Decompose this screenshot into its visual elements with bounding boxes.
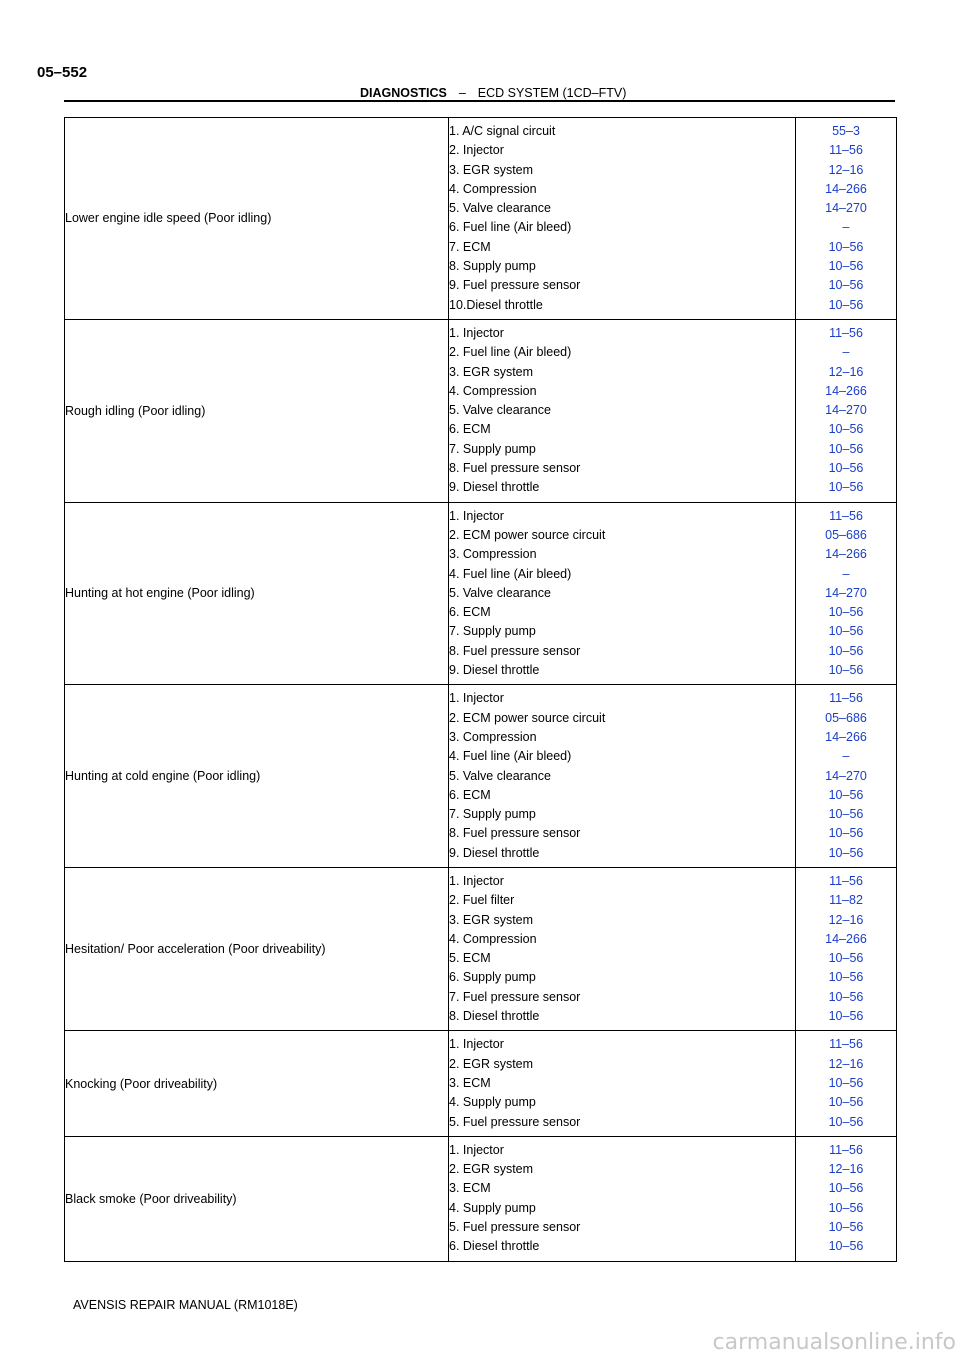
page-ref-link[interactable]: 11–56 bbox=[829, 508, 863, 523]
page-ref-link[interactable]: 11–56 bbox=[829, 143, 863, 158]
suspect-area-item: 2. ECM power source circuit bbox=[449, 710, 606, 725]
page-ref-link[interactable]: 10–56 bbox=[828, 1239, 864, 1254]
page-ref-link[interactable]: 12–16 bbox=[828, 364, 864, 379]
page-ref-link[interactable]: 14–266 bbox=[825, 729, 867, 744]
suspect-area-item: 8. Supply pump bbox=[449, 259, 536, 274]
suspect-area-item: 5. ECM bbox=[449, 951, 491, 966]
table-row bbox=[65, 867, 897, 1030]
page-ref-cell bbox=[796, 867, 897, 1030]
suspect-area-item: 4. Compression bbox=[449, 383, 537, 398]
suspect-area-item: 5. Fuel pressure sensor bbox=[449, 1114, 581, 1129]
table-row bbox=[65, 118, 897, 320]
suspect-area-item: 6. Diesel throttle bbox=[449, 1239, 540, 1254]
symptom-table bbox=[64, 117, 897, 1262]
suspect-area-item: 1. Injector bbox=[449, 691, 504, 706]
page-ref-cell bbox=[796, 502, 897, 685]
page-ref-link[interactable]: 11–56 bbox=[829, 1037, 863, 1052]
table-row bbox=[65, 1031, 897, 1136]
suspect-area-item: 5. Valve clearance bbox=[449, 585, 551, 600]
page-ref-link: – bbox=[842, 566, 850, 581]
suspect-area-item: 3. EGR system bbox=[449, 912, 534, 927]
suspect-area-item: 9. Fuel pressure sensor bbox=[449, 278, 581, 293]
suspect-area-item: 1. Injector bbox=[449, 873, 504, 888]
suspect-area-item: 3. EGR system bbox=[449, 162, 534, 177]
page-ref-link: – bbox=[842, 220, 850, 235]
header-rule bbox=[64, 100, 895, 102]
suspect-area-item: 6. Supply pump bbox=[449, 970, 536, 985]
suspect-area-item: 3. Compression bbox=[449, 547, 537, 562]
page-ref-link[interactable]: 05–686 bbox=[825, 710, 867, 725]
page-ref-cell bbox=[796, 1136, 897, 1261]
page-ref-link[interactable]: 14–270 bbox=[825, 403, 867, 418]
suspect-area-item: 8. Fuel pressure sensor bbox=[449, 461, 581, 476]
suspect-area-cell bbox=[449, 867, 796, 1030]
page-ref-link[interactable]: 10–56 bbox=[828, 1114, 864, 1129]
page-ref-link[interactable]: 10–56 bbox=[828, 1075, 864, 1090]
suspect-area-cell bbox=[449, 118, 796, 320]
page-ref-link[interactable]: 11–56 bbox=[829, 691, 863, 706]
page-ref-link[interactable]: 10–56 bbox=[828, 1200, 864, 1215]
suspect-area-item: 7. Supply pump bbox=[449, 807, 536, 822]
page-ref-cell bbox=[796, 118, 897, 320]
suspect-area-item: 6. ECM bbox=[449, 787, 491, 802]
page-ref-link[interactable]: 10–56 bbox=[828, 259, 864, 274]
page-ref-link[interactable]: 14–266 bbox=[825, 383, 867, 398]
suspect-area-item: 5. Fuel pressure sensor bbox=[449, 1220, 581, 1235]
suspect-area-item: 10.Diesel throttle bbox=[449, 297, 543, 312]
suspect-area-item: 1. Injector bbox=[449, 508, 504, 523]
page-ref-link[interactable]: 10–56 bbox=[828, 970, 864, 985]
suspect-area-cell bbox=[449, 1136, 796, 1261]
page-ref-link[interactable]: 11–82 bbox=[829, 893, 863, 908]
suspect-area-item: 7. Fuel pressure sensor bbox=[449, 989, 581, 1004]
suspect-area-item: 4. Compression bbox=[449, 931, 537, 946]
page-ref-link[interactable]: 10–56 bbox=[828, 1009, 864, 1024]
page-ref-link[interactable]: 10–56 bbox=[828, 624, 864, 639]
suspect-area-item: 9. Diesel throttle bbox=[449, 480, 540, 495]
suspect-area-item: 6. Fuel line (Air bleed) bbox=[449, 220, 572, 235]
symptom-cell: Rough idling (Poor idling) bbox=[65, 319, 449, 502]
page-ref-link[interactable]: 10–56 bbox=[828, 480, 864, 495]
suspect-area-cell bbox=[449, 685, 796, 868]
table-row bbox=[65, 685, 897, 868]
suspect-area-item: 5. Valve clearance bbox=[449, 201, 551, 216]
suspect-area-item: 3. EGR system bbox=[449, 364, 534, 379]
suspect-area-item: 1. Injector bbox=[449, 1037, 504, 1052]
suspect-area-item: 7. ECM bbox=[449, 239, 491, 254]
suspect-area-item: 9. Diesel throttle bbox=[449, 663, 540, 678]
suspect-area-item: 3. ECM bbox=[449, 1181, 491, 1196]
page-ref-link[interactable]: 14–266 bbox=[825, 931, 867, 946]
suspect-area-item: 6. ECM bbox=[449, 422, 491, 437]
page-ref-link[interactable]: 10–56 bbox=[828, 605, 864, 620]
suspect-area-item: 2. Injector bbox=[449, 143, 504, 158]
suspect-area-item: 5. Valve clearance bbox=[449, 403, 551, 418]
page-ref-link: – bbox=[842, 345, 850, 360]
suspect-area-item: 6. ECM bbox=[449, 605, 491, 620]
table-row bbox=[65, 319, 897, 502]
page-ref-link[interactable]: 10–56 bbox=[828, 845, 864, 860]
page-ref-link[interactable]: 11–56 bbox=[829, 1142, 863, 1157]
page-ref-link[interactable]: 14–270 bbox=[825, 585, 867, 600]
page-ref-link[interactable]: 11–56 bbox=[829, 325, 863, 340]
suspect-area-item: 2. ECM power source circuit bbox=[449, 527, 606, 542]
symptom-cell: Hesitation/ Poor acceleration (Poor driveability) bbox=[65, 867, 449, 1030]
suspect-area-item: 9. Diesel throttle bbox=[449, 845, 540, 860]
page-ref-link[interactable]: 10–56 bbox=[828, 807, 864, 822]
suspect-area-item: 2. EGR system bbox=[449, 1162, 534, 1177]
page-ref-link[interactable]: 10–56 bbox=[828, 461, 864, 476]
page-ref-link[interactable]: 12–16 bbox=[828, 912, 864, 927]
page-ref-link[interactable]: 10–56 bbox=[828, 441, 864, 456]
suspect-area-cell bbox=[449, 319, 796, 502]
watermark: carmanualsonline.info bbox=[712, 1330, 956, 1355]
page-ref-link[interactable]: 10–56 bbox=[828, 1220, 864, 1235]
suspect-area-cell bbox=[449, 502, 796, 685]
suspect-area-item: 8. Fuel pressure sensor bbox=[449, 643, 581, 658]
symptom-cell: Lower engine idle speed (Poor idling) bbox=[65, 118, 449, 320]
suspect-area-item: 4. Compression bbox=[449, 181, 537, 196]
suspect-area-item: 8. Diesel throttle bbox=[449, 1009, 540, 1024]
symptom-cell: Black smoke (Poor driveability) bbox=[65, 1136, 449, 1261]
page-ref-link[interactable]: 14–266 bbox=[825, 547, 867, 562]
table-row bbox=[65, 502, 897, 685]
suspect-area-item: 1. Injector bbox=[449, 325, 504, 340]
page-ref-link[interactable]: 12–16 bbox=[828, 162, 864, 177]
suspect-area-item: 4. Fuel line (Air bleed) bbox=[449, 749, 572, 764]
page-ref-link[interactable]: 10–56 bbox=[828, 278, 864, 293]
page-ref-link[interactable]: 14–270 bbox=[825, 201, 867, 216]
suspect-area-item: 4. Supply pump bbox=[449, 1200, 536, 1215]
page-ref-cell bbox=[796, 685, 897, 868]
page-ref-link[interactable]: 10–56 bbox=[828, 1181, 864, 1196]
page-ref-link[interactable]: 55–3 bbox=[832, 124, 860, 138]
page-ref-link[interactable]: 05–686 bbox=[825, 527, 867, 542]
symptom-cell: Hunting at hot engine (Poor idling) bbox=[65, 502, 449, 685]
suspect-area-item: 8. Fuel pressure sensor bbox=[449, 826, 581, 841]
header-subsection: ECD SYSTEM (1CD–FTV) bbox=[477, 86, 627, 100]
page-ref-link[interactable]: 10–56 bbox=[828, 1095, 864, 1110]
suspect-area-item: 1. A/C signal circuit bbox=[449, 124, 556, 138]
suspect-area-item: 5. Valve clearance bbox=[449, 768, 551, 783]
page-ref-link[interactable]: 14–270 bbox=[825, 768, 867, 783]
page-ref-cell bbox=[796, 1031, 897, 1136]
suspect-area-item: 3. ECM bbox=[449, 1075, 491, 1090]
page-ref-link[interactable]: 12–16 bbox=[828, 1162, 864, 1177]
page-ref-link[interactable]: 14–266 bbox=[825, 181, 867, 196]
symptom-cell: Knocking (Poor driveability) bbox=[65, 1031, 449, 1136]
suspect-area-item: 1. Injector bbox=[449, 1142, 504, 1157]
suspect-area-item: 2. Fuel filter bbox=[449, 893, 515, 908]
page-ref-link[interactable]: 11–56 bbox=[829, 873, 863, 888]
suspect-area-item: 7. Supply pump bbox=[449, 441, 536, 456]
header-separator: – bbox=[458, 86, 466, 100]
header-section: DIAGNOSTICS bbox=[360, 86, 447, 100]
page-number: 05–552 bbox=[37, 64, 88, 81]
page-ref-cell bbox=[796, 319, 897, 502]
page-ref-link[interactable]: 12–16 bbox=[828, 1056, 864, 1071]
suspect-area-item: 2. Fuel line (Air bleed) bbox=[449, 345, 572, 360]
page-ref-link[interactable]: 10–56 bbox=[828, 297, 864, 312]
page-ref-link[interactable]: 10–56 bbox=[828, 826, 864, 841]
suspect-area-item: 3. Compression bbox=[449, 729, 537, 744]
symptom-cell: Hunting at cold engine (Poor idling) bbox=[65, 685, 449, 868]
page-ref-link[interactable]: 10–56 bbox=[828, 787, 864, 802]
suspect-area-item: 2. EGR system bbox=[449, 1056, 534, 1071]
table-row bbox=[65, 1136, 897, 1261]
page-ref-link[interactable]: 10–56 bbox=[828, 951, 864, 966]
footer-manual-id: AVENSIS REPAIR MANUAL (RM1018E) bbox=[73, 1298, 298, 1312]
page-ref-link[interactable]: 10–56 bbox=[828, 643, 864, 658]
page-ref-link[interactable]: 10–56 bbox=[828, 663, 864, 678]
suspect-area-item: 7. Supply pump bbox=[449, 624, 536, 639]
page-ref-link[interactable]: 10–56 bbox=[828, 239, 864, 254]
page-ref-link[interactable]: 10–56 bbox=[828, 422, 864, 437]
suspect-area-cell bbox=[449, 1031, 796, 1136]
suspect-area-item: 4. Supply pump bbox=[449, 1095, 536, 1110]
page-ref-link[interactable]: 10–56 bbox=[828, 989, 864, 1004]
page-header bbox=[360, 86, 626, 100]
suspect-area-item: 4. Fuel line (Air bleed) bbox=[449, 566, 572, 581]
page-ref-link: – bbox=[842, 749, 850, 764]
symptom-table-body bbox=[65, 118, 897, 1262]
